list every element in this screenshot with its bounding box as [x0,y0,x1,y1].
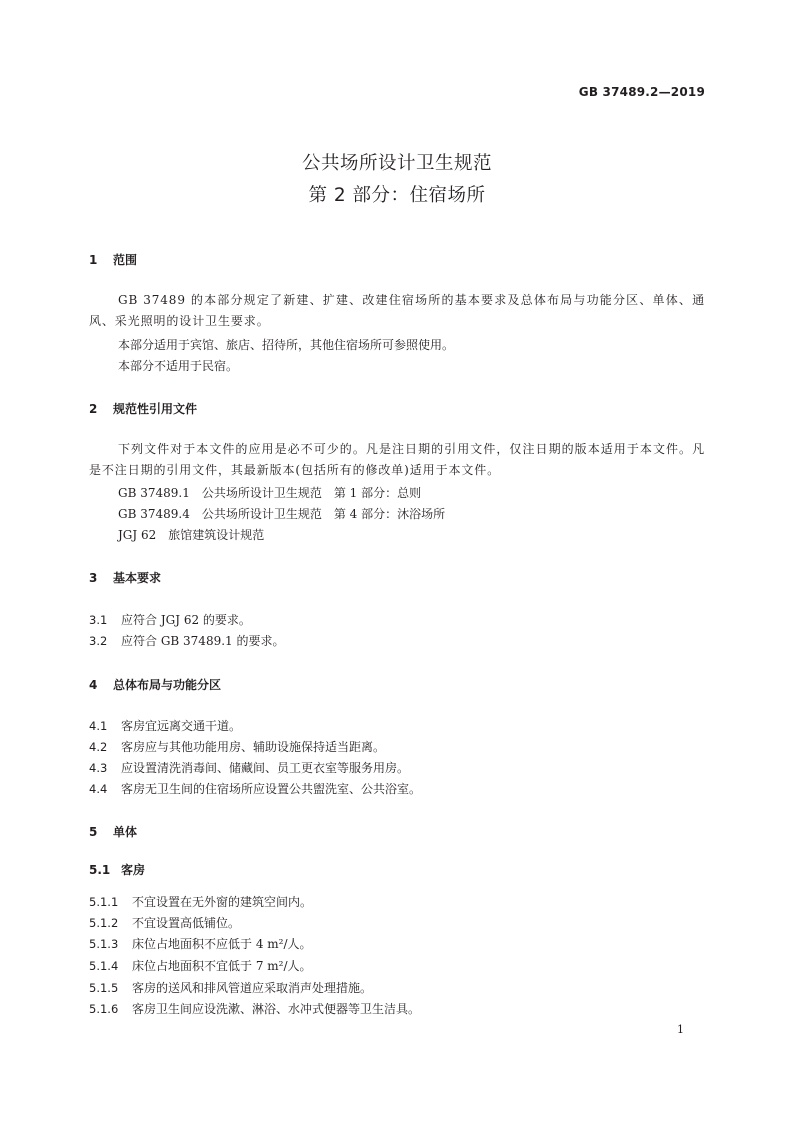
clause-text: 不宜设置高低铺位。 [132,916,241,930]
clause [89,781,421,797]
clause-text: 应设置清洗消毒间、储藏间、员工更衣室等服务用房。 [121,761,410,775]
document-subtitle: 第 2 部分：住宿场所 [308,185,486,206]
clause [89,718,241,734]
reference-item: GB 37489.1 公共场所设计卫生规范 第 1 部分：总则 [118,486,422,500]
section-heading [89,677,221,693]
clause-number: 5.1.2 [89,916,119,930]
clause [89,915,240,931]
paragraph: 本部分适用于宾馆、旅店、招待所，其他住宿场所可参照使用。 [118,338,455,352]
clause [89,760,409,776]
section-heading [89,824,137,840]
clause-text: 不宜设置在无外窗的建筑空间内。 [132,895,313,909]
paragraph: GB 37489 的本部分规定了新建、扩建、改建住宿场所的基本要求及总体布局与功能分区、单体、通风、采光照明的设计卫生要求。 [89,293,705,328]
clause-number: 5.1.3 [89,937,119,951]
clause [89,1001,420,1017]
clause-text: 应符合 GB 37489.1 的要求。 [121,634,285,648]
clause-number: 5.1.5 [89,981,119,995]
section-heading [89,401,197,417]
clause [89,958,312,974]
standard-number: GB 37489.2—2019 [578,85,705,99]
page-number: 1 [677,1023,684,1036]
clause-text: 床位占地面积不应低于 4 m²/人。 [132,937,312,951]
paragraph: 下列文件对于本文件的应用是必不可少的。凡是注日期的引用文件，仅注日期的版本适用于本文件。凡是不注日期的引用文件，其最新版本(包括所有的修改单)适用于本文件。 [89,442,705,477]
document-title: 公共场所设计卫生规范 [301,153,492,174]
section-title: 规范性引用文件 [113,402,198,416]
clause-text: 客房卫生间应设洗漱、淋浴、水冲式便器等卫生洁具。 [132,1002,421,1016]
clause-number: 4.4 [89,782,108,796]
clause-number: 4.2 [89,740,108,754]
clause-number: 5.1.1 [89,895,119,909]
section-title: 总体布局与功能分区 [113,678,222,692]
clause [89,739,385,755]
clause-text: 客房宜远离交通干道。 [121,719,242,733]
section-heading [89,252,137,268]
subsection-title: 客房 [121,863,146,877]
section-number: 2 [89,402,98,416]
section-title: 单体 [113,825,138,839]
clause [89,894,312,910]
section-title: 基本要求 [113,571,162,585]
clause-number: 3.1 [89,613,108,627]
clause [89,980,372,996]
section-number: 5 [89,825,98,839]
paragraph: 本部分不适用于民宿。 [118,359,239,373]
clause-number: 5.1.4 [89,959,119,973]
section-number: 3 [89,571,98,585]
reference-item: GB 37489.4 公共场所设计卫生规范 第 4 部分：沐浴场所 [118,507,446,521]
clause [89,936,312,952]
clause-number: 4.1 [89,719,108,733]
section-title: 范围 [113,253,138,267]
subsection-number: 5.1 [89,863,111,877]
clause-text: 客房无卫生间的住宿场所应设置公共盥洗室、公共浴室。 [121,782,422,796]
clause [89,633,284,649]
clause-number: 4.3 [89,761,108,775]
clause-text: 客房应与其他功能用房、辅助设施保持适当距离。 [121,740,386,754]
section-number: 1 [89,253,98,267]
clause-number: 5.1.6 [89,1002,119,1016]
subsection-heading [89,862,145,878]
clause-number: 3.2 [89,634,108,648]
reference-item: JGJ 62 旅馆建筑设计规范 [118,528,265,542]
clause-text: 客房的送风和排风管道应采取消声处理措施。 [132,981,373,995]
section-number: 4 [89,678,98,692]
section-heading [89,570,161,586]
clause-text: 床位占地面积不宜低于 7 m²/人。 [132,959,312,973]
clause-text: 应符合 JGJ 62 的要求。 [121,613,251,627]
clause [89,612,251,628]
